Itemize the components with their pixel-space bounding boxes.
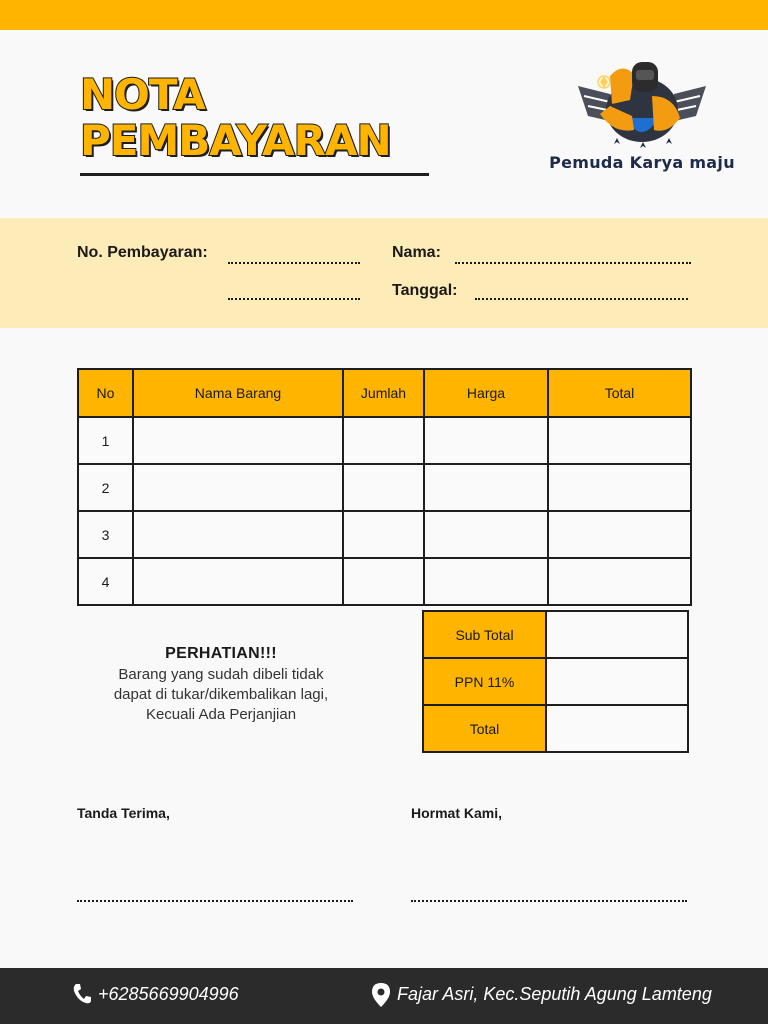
items-table <box>77 368 692 606</box>
page-title <box>80 72 391 164</box>
cell-jumlah[interactable] <box>343 417 424 464</box>
cell-nama-barang[interactable] <box>133 558 343 605</box>
subtotal-row <box>423 611 688 658</box>
hormat-kami-signature-line[interactable] <box>411 898 687 902</box>
cell-total[interactable] <box>548 558 691 605</box>
cell-harga[interactable] <box>424 417 548 464</box>
notice-block <box>80 645 362 725</box>
no-pembayaran-field-2[interactable] <box>228 296 360 300</box>
tanggal-label: Tanggal: <box>392 282 458 299</box>
top-accent-bar <box>0 0 768 30</box>
title-underline <box>80 173 429 176</box>
cell-nama-barang[interactable] <box>133 464 343 511</box>
grand-total-value[interactable] <box>546 705 688 752</box>
phone-icon <box>72 982 92 1006</box>
grand-total-label: Total <box>423 705 546 752</box>
footer-phone: +6285669904996 <box>98 984 239 1004</box>
footer-bar <box>0 968 768 1024</box>
row-number: 4 <box>78 558 133 605</box>
cell-jumlah[interactable] <box>343 558 424 605</box>
cell-nama-barang[interactable] <box>133 511 343 558</box>
row-number: 2 <box>78 464 133 511</box>
cell-nama-barang[interactable] <box>133 417 343 464</box>
column-header-no: No <box>78 369 133 417</box>
table-row <box>78 511 691 558</box>
table-header-row <box>78 369 691 417</box>
subtotal-label: Sub Total <box>423 611 546 658</box>
table-row <box>78 464 691 511</box>
cell-jumlah[interactable] <box>343 511 424 558</box>
notice-title: PERHATIAN!!! <box>165 645 277 662</box>
cell-harga[interactable] <box>424 511 548 558</box>
company-logo <box>548 56 736 180</box>
cell-jumlah[interactable] <box>343 464 424 511</box>
ppn-label: PPN 11% <box>423 658 546 705</box>
title-line-2: PEMBAYARAN <box>80 116 391 165</box>
cell-harga[interactable] <box>424 464 548 511</box>
table-row <box>78 417 691 464</box>
subtotal-value[interactable] <box>546 611 688 658</box>
ppn-row <box>423 658 688 705</box>
no-pembayaran-field[interactable] <box>228 260 360 264</box>
nama-field[interactable] <box>455 260 691 264</box>
hormat-kami-label: Hormat Kami, <box>411 805 503 821</box>
notice-line-2: dapat di tukar/dikembalikan lagi, <box>113 686 329 703</box>
logo-company-name: Pemuda Karya maju <box>549 153 735 172</box>
column-header-total: Total <box>548 369 691 417</box>
tanggal-field[interactable] <box>475 296 688 300</box>
welder-mascot-icon <box>570 56 714 152</box>
column-header-harga: Harga <box>424 369 548 417</box>
cell-total[interactable] <box>548 511 691 558</box>
payment-info-section <box>0 218 768 328</box>
summary-table <box>422 610 689 753</box>
column-header-jumlah: Jumlah <box>343 369 424 417</box>
title-line-1: NOTA <box>80 70 205 119</box>
no-pembayaran-label: No. Pembayaran: <box>77 244 208 261</box>
cell-total[interactable] <box>548 417 691 464</box>
nama-label: Nama: <box>392 244 441 261</box>
footer-address: Fajar Asri, Kec.Seputih Agung Lamteng <box>397 984 712 1004</box>
tanda-terima-label: Tanda Terima, <box>77 805 170 821</box>
column-header-nama-barang: Nama Barang <box>133 369 343 417</box>
row-number: 3 <box>78 511 133 558</box>
location-pin-icon <box>371 982 391 1008</box>
notice-line-1: Barang yang sudah dibeli tidak <box>118 666 324 683</box>
grand-total-row <box>423 705 688 752</box>
tanda-terima-signature-line[interactable] <box>77 898 353 902</box>
table-row <box>78 558 691 605</box>
cell-total[interactable] <box>548 464 691 511</box>
notice-line-3: Kecuali Ada Perjanjian <box>145 706 297 723</box>
ppn-value[interactable] <box>546 658 688 705</box>
row-number: 1 <box>78 417 133 464</box>
cell-harga[interactable] <box>424 558 548 605</box>
